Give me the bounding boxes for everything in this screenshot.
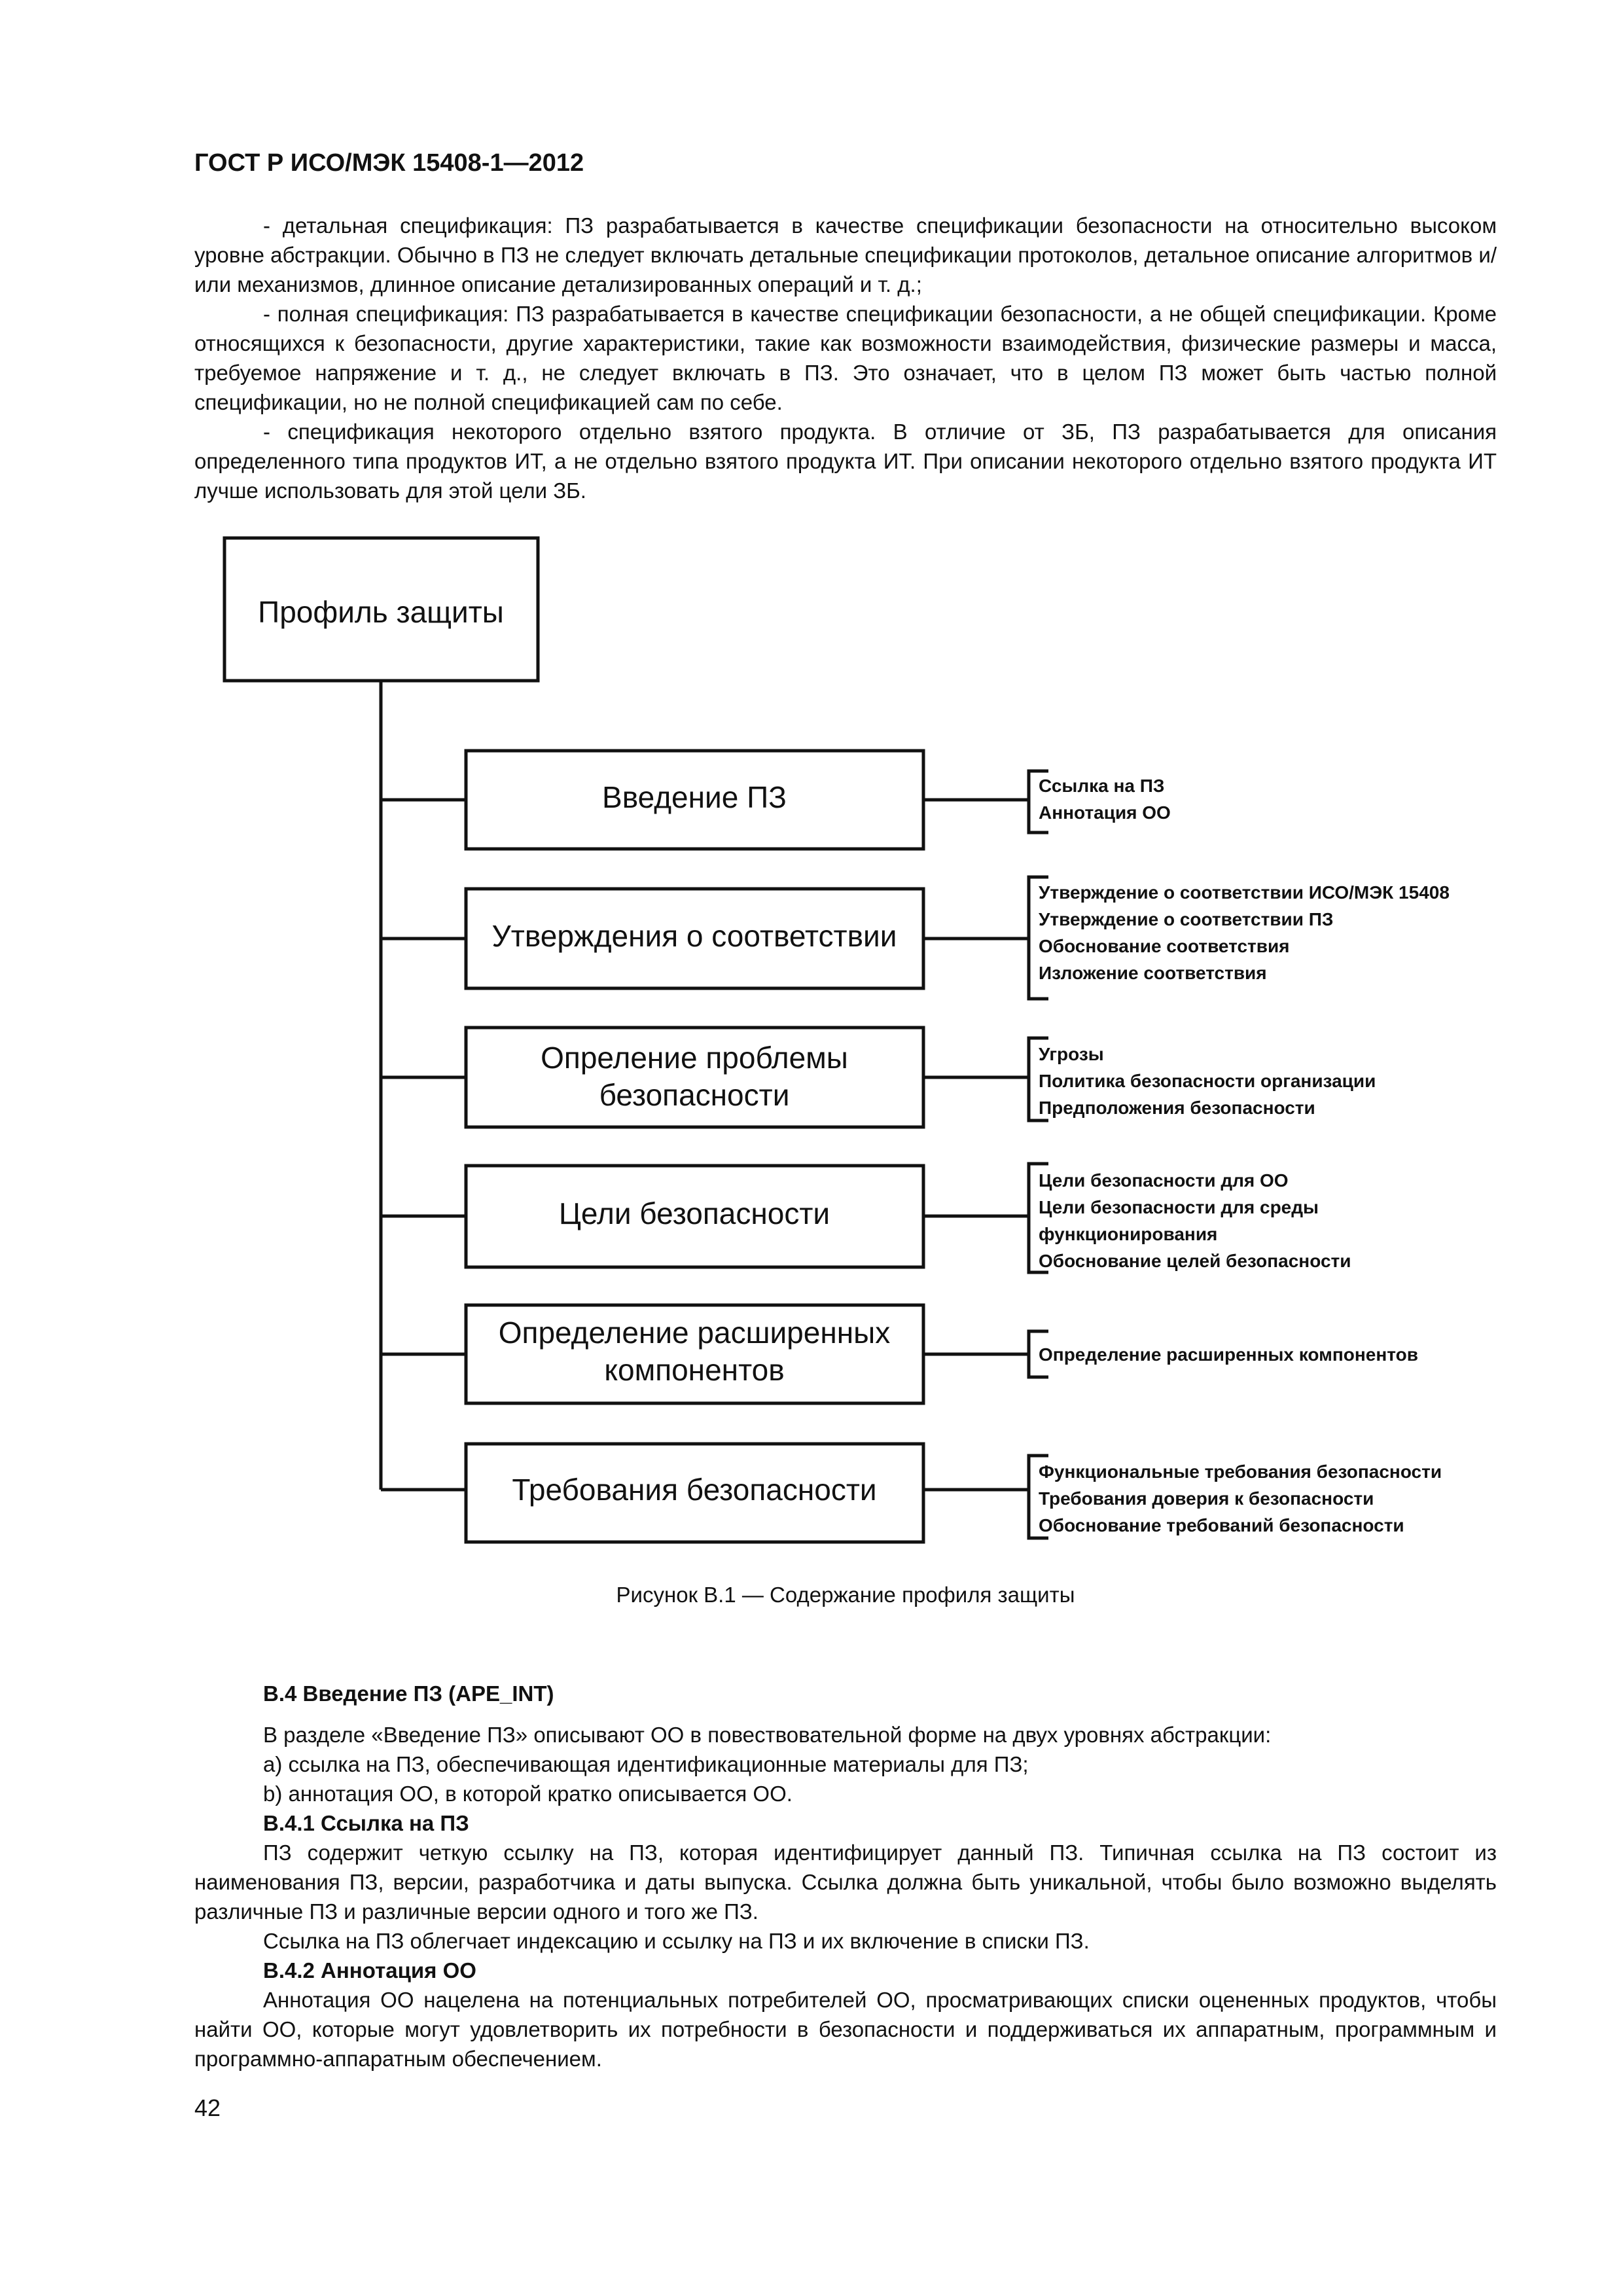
diagram-item: Обоснование целей безопасности [1039, 1251, 1351, 1271]
figure-caption: Рисунок В.1 — Содержание профиля защиты [616, 1583, 1075, 1607]
page-number: 42 [194, 2094, 221, 2121]
standard-header: ГОСТ Р ИСО/МЭК 15408-1—2012 [194, 149, 584, 177]
diagram-item: Обоснование требований безопасности [1039, 1515, 1404, 1535]
diagram-item: Утверждение о соответствии ИСО/МЭК 15408 [1039, 882, 1450, 903]
diagram-section-title: компонентов [604, 1353, 785, 1388]
diagram-item: Предположения безопасности [1039, 1098, 1315, 1118]
diagram-item: Функциональные требования безопасности [1039, 1462, 1442, 1482]
paragraph: В разделе «Введение ПЗ» описывают ОО в повествовательной форме на двух уровнях абстракции: [263, 1723, 1272, 1747]
paragraph: - спецификация некоторого отдельно взятого продукта. В отличие от ЗБ, ПЗ разрабатывается для описания определенного типа продуктов ИТ, а не отдельно взятого продукта ИТ. При описании некоторого отдельно взятого продукта ИТ лучше использовать для этой цели ЗБ. [194, 420, 1497, 503]
diagram-section-title: Цели безопасности [558, 1196, 830, 1231]
diagram-item: Цели безопасности для ОО [1039, 1170, 1289, 1191]
paragraph: Аннотация ОО нацелена на потенциальных потребителей ОО, просматривающих списки оцененных продуктов, чтобы найти ОО, которые могут удовлетворить их потребности в безопасности и поддерживаться их аппаратным, программным и программно-аппаратным обеспечением. [194, 1988, 1497, 2071]
section-heading: В.4 Введение ПЗ (APE_INT) [263, 1681, 554, 1706]
diagram-item: Утверждение о соответствии ПЗ [1039, 909, 1334, 929]
list-item: b) аннотация ОО, в которой кратко описывается ОО. [263, 1782, 793, 1806]
diagram-root-label: Профиль защиты [258, 595, 504, 630]
diagram-item: Обоснование соответствия [1039, 936, 1290, 956]
diagram-section-title: безопасности [599, 1078, 790, 1113]
diagram-item: Угрозы [1039, 1044, 1104, 1064]
paragraph: - детальная спецификация: ПЗ разрабатывается в качестве спецификации безопасности на относительно высоком уровне абстракции. Обычно в ПЗ не следует включать детальные спецификации протоколов, детальное описание алгоритмов и/или механизмов, длинное описание детализированных операций и т. д.; [194, 213, 1497, 296]
paragraph: Ссылка на ПЗ облегчает индексацию и ссылку на ПЗ и их включение в списки ПЗ. [263, 1929, 1090, 1953]
diagram-item: Аннотация ОО [1039, 802, 1171, 823]
list-item: a) ссылка на ПЗ, обеспечивающая идентификационные материалы для ПЗ; [263, 1752, 1029, 1776]
diagram-section-title: Опреление проблемы [541, 1041, 848, 1075]
diagram-item: Цели безопасности для среды [1039, 1197, 1319, 1217]
paragraph: - полная спецификация: ПЗ разрабатывается в качестве спецификации безопасности, а не общей спецификации. Кроме относящихся к безопасности, другие характеристики, такие как возможности взаимодействия, физические размеры и масса, требуемое напряжение и т. д., не следует включать в ПЗ. Это означает, что в целом ПЗ может быть частью полной спецификации, но не полной спецификацией сам по себе. [194, 302, 1497, 414]
subsection-heading: В.4.2 Аннотация ОО [263, 1958, 476, 1982]
diagram-section-title: Определение расширенных [498, 1316, 891, 1350]
subsection-heading: В.4.1 Ссылка на ПЗ [263, 1811, 469, 1835]
diagram-section-title: Утверждения о соответствии [491, 919, 897, 954]
diagram-section-title: Требования безопасности [512, 1473, 877, 1507]
diagram-item: Политика безопасности организации [1039, 1071, 1376, 1091]
diagram-item: Ссылка на ПЗ [1039, 776, 1165, 796]
diagram-section-title: Введение ПЗ [602, 780, 787, 815]
diagram-item: Определение расширенных компонентов [1039, 1344, 1418, 1365]
diagram-item: Изложение соответствия [1039, 963, 1267, 983]
diagram-item: функционирования [1039, 1224, 1218, 1244]
paragraph: ПЗ содержит четкую ссылку на ПЗ, которая идентифицирует данный ПЗ. Типичная ссылка на ПЗ состоит из наименования ПЗ, версии, разработчика и даты выпуска. Ссылка должна быть уникальной, чтобы было возможно выделять различные ПЗ и различные версии одного и того же ПЗ. [194, 1840, 1497, 1924]
section-b4 [194, 1679, 1497, 2073]
diagram-item: Требования доверия к безопасности [1039, 1488, 1374, 1509]
